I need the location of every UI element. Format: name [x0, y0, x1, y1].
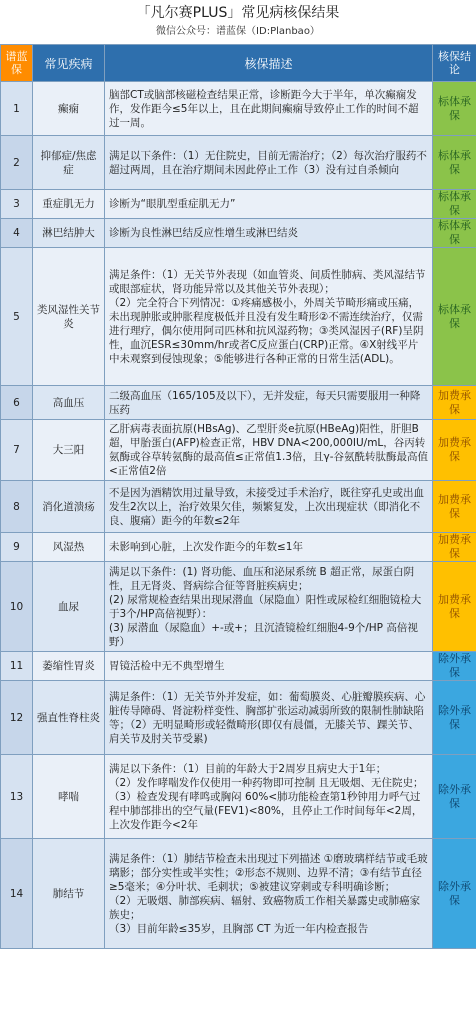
row-number: 13	[1, 755, 33, 839]
underwriting-result: 加费承保	[433, 562, 476, 652]
table-row	[1, 839, 476, 949]
disease-name: 癫痫	[33, 82, 105, 136]
underwriting-result: 标体承保	[433, 190, 476, 219]
table-row	[1, 755, 476, 839]
underwriting-description: 满足以下条件：（1）无住院史，目前无需治疗；（2）每次治疗服药不超过两周，且在治疗期间未因此停止工作（3）没有过自杀倾向	[105, 136, 433, 190]
table-row	[1, 562, 476, 652]
disease-name: 大三阳	[33, 420, 105, 481]
header-no: 谱蓝保	[1, 45, 33, 82]
row-number: 1	[1, 82, 33, 136]
disease-name: 高血压	[33, 386, 105, 420]
disease-name: 萎缩性胃炎	[33, 652, 105, 681]
table-row	[1, 533, 476, 562]
table-row	[1, 136, 476, 190]
underwriting-description: 满足以下条件：（1）目前的年龄大于2周岁且病史大于1年； （2）发作哮喘发作仅使用一种药物即可控制 且无吸烟、无住院史； （3）检查发现有哮鸣或胸闷 60%<肺功能检查第1秒钟用力呼气过程中肺部排出的空气量(FEV1)<80%，且停止工作时间每年<2周，上次发作距今<2年	[105, 755, 433, 839]
row-number: 6	[1, 386, 33, 420]
disease-name: 类风湿性关节炎	[33, 248, 105, 386]
row-number: 8	[1, 481, 33, 533]
underwriting-table	[0, 44, 476, 949]
underwriting-description: 诊断为“眼肌型重症肌无力”	[105, 190, 433, 219]
header-description: 核保描述	[105, 45, 433, 82]
table-row	[1, 386, 476, 420]
underwriting-result: 标体承保	[433, 136, 476, 190]
row-number: 11	[1, 652, 33, 681]
underwriting-description: 乙肝病毒表面抗原(HBsAg)、乙型肝炎e抗原(HBeAg)阳性，肝胆B超，甲胎蛋白(AFP)检查正常，HBV DNA<200,000IU/mL，谷丙转氨酶或谷草转氨酶的最高值≤正常值1.3倍，且γ-谷氨酰转肽酶最高值<正常值2倍	[105, 420, 433, 481]
row-number: 4	[1, 219, 33, 248]
header-result: 核保结论	[433, 45, 476, 82]
disease-name: 风湿热	[33, 533, 105, 562]
underwriting-description: 脑部CT或脑部核磁检查结果正常，诊断距今大于半年，单次癫痫发作，发作距今≤5年以上，且在此期间癫痫导致停止工作的时间不超过一周。	[105, 82, 433, 136]
disease-name: 强直性脊柱炎	[33, 681, 105, 755]
table-row	[1, 248, 476, 386]
title-area	[0, 0, 476, 44]
row-number: 3	[1, 190, 33, 219]
underwriting-description: 诊断为良性淋巴结反应性增生或淋巴结炎	[105, 219, 433, 248]
header-disease: 常见疾病	[33, 45, 105, 82]
row-number: 2	[1, 136, 33, 190]
underwriting-result: 加费承保	[433, 386, 476, 420]
disease-name: 抑郁症/焦虑症	[33, 136, 105, 190]
disease-name: 哮喘	[33, 755, 105, 839]
underwriting-result: 标体承保	[433, 219, 476, 248]
page-title: 「凡尔赛PLUS」常见病核保结果	[136, 5, 340, 21]
underwriting-result: 加费承保	[433, 420, 476, 481]
table-row	[1, 420, 476, 481]
row-number: 12	[1, 681, 33, 755]
row-number: 14	[1, 839, 33, 949]
underwriting-result: 除外承保	[433, 839, 476, 949]
underwriting-description: 满足条件：（1）无关节外并发症，如：葡萄膜炎、心脏瓣膜疾病、心脏传导障碍、肾淀粉样变性、胸部扩张运动减弱所致的限制性肺缺陷等；（2）无明显畸形或轻微畸形(即仅有晨僵，无膝关节、踝关节、肩关节及肘关节受累)	[105, 681, 433, 755]
underwriting-description: 满足以下条件：(1) 肾功能、血压和泌尿系统 B 超正常，尿蛋白阴性，且无肾炎、肾病综合征等肾脏疾病史； (2) 尿常规检查结果出现尿潜血（尿隐血）阳性或尿检红细胞镜检大于3个/HP高倍视野）： (3) 尿潜血（尿隐血）+-或+；且沉渣镜检红细胞4-9个/HP 高倍视野）	[105, 562, 433, 652]
underwriting-description: 二级高血压（165/105及以下），无并发症，每天只需要服用一种降压药	[105, 386, 433, 420]
row-number: 10	[1, 562, 33, 652]
underwriting-description: 满足条件：（1）无关节外表现（如血管炎、间质性肺病、类风湿结节或眼部症状，肾功能异常以及其他关节外表现）； （2）完全符合下列情况：①疼痛感极小，外周关节畸形痛或压痛，未出现肿胀或肿胀程度极低并且没有发生畸形②不需连续治疗，仅需进行理疗，偶尔使用阿司匹林和抗风湿药物；③类风湿因子(RF)呈阴性，血沉ESR≤30mm/hr或者C反应蛋白(CRP)正常。④X射线平片中未观察到侵蚀现象；⑤能够进行各种正常的日常生活(ADL)。	[105, 248, 433, 386]
table-header-row	[1, 45, 476, 82]
underwriting-result: 加费承保	[433, 481, 476, 533]
underwriting-result: 除外承保	[433, 755, 476, 839]
underwriting-result: 标体承保	[433, 248, 476, 386]
underwriting-description: 不是因为酒精饮用过量导致，未接受过手术治疗，既往穿孔史或出血发生2次以上，治疗效果欠佳，频繁复发，上次出现症状（即消化不良、腹痛）距今的年数≤2年	[105, 481, 433, 533]
table-row	[1, 190, 476, 219]
disease-name: 淋巴结肿大	[33, 219, 105, 248]
page-subtitle: 微信公众号：谱蓝保（ID:Planbao）	[156, 26, 320, 37]
underwriting-result: 加费承保	[433, 533, 476, 562]
disease-name: 重症肌无力	[33, 190, 105, 219]
row-number: 7	[1, 420, 33, 481]
disease-name: 血尿	[33, 562, 105, 652]
underwriting-result: 标体承保	[433, 82, 476, 136]
table-row	[1, 82, 476, 136]
table-body	[1, 82, 476, 949]
disease-name: 肺结节	[33, 839, 105, 949]
underwriting-result: 除外承保	[433, 652, 476, 681]
row-number: 5	[1, 248, 33, 386]
table-row	[1, 652, 476, 681]
underwriting-description: 未影响到心脏，上次发作距今的年数≤1年	[105, 533, 433, 562]
disease-name: 消化道溃疡	[33, 481, 105, 533]
underwriting-result: 除外承保	[433, 681, 476, 755]
table-row	[1, 681, 476, 755]
underwriting-description: 满足条件：（1）肺结节检查未出现过下列描述 ①磨玻璃样结节或毛玻璃影；部分实性或半实性；②形态不规则、边界不清；③有结节直径≥5毫米；④分叶状、毛刺状；⑤被建议穿刺或专科明确诊断； （2）无吸烟、肺部疾病、辐射、致癌物质工作相关暴露史或肺癌家族史； （3）目前年龄≤35岁，且胸部 CT 为近一年内检查报告	[105, 839, 433, 949]
table-row	[1, 481, 476, 533]
table-row	[1, 219, 476, 248]
row-number: 9	[1, 533, 33, 562]
underwriting-description: 胃镜活检中无不典型增生	[105, 652, 433, 681]
